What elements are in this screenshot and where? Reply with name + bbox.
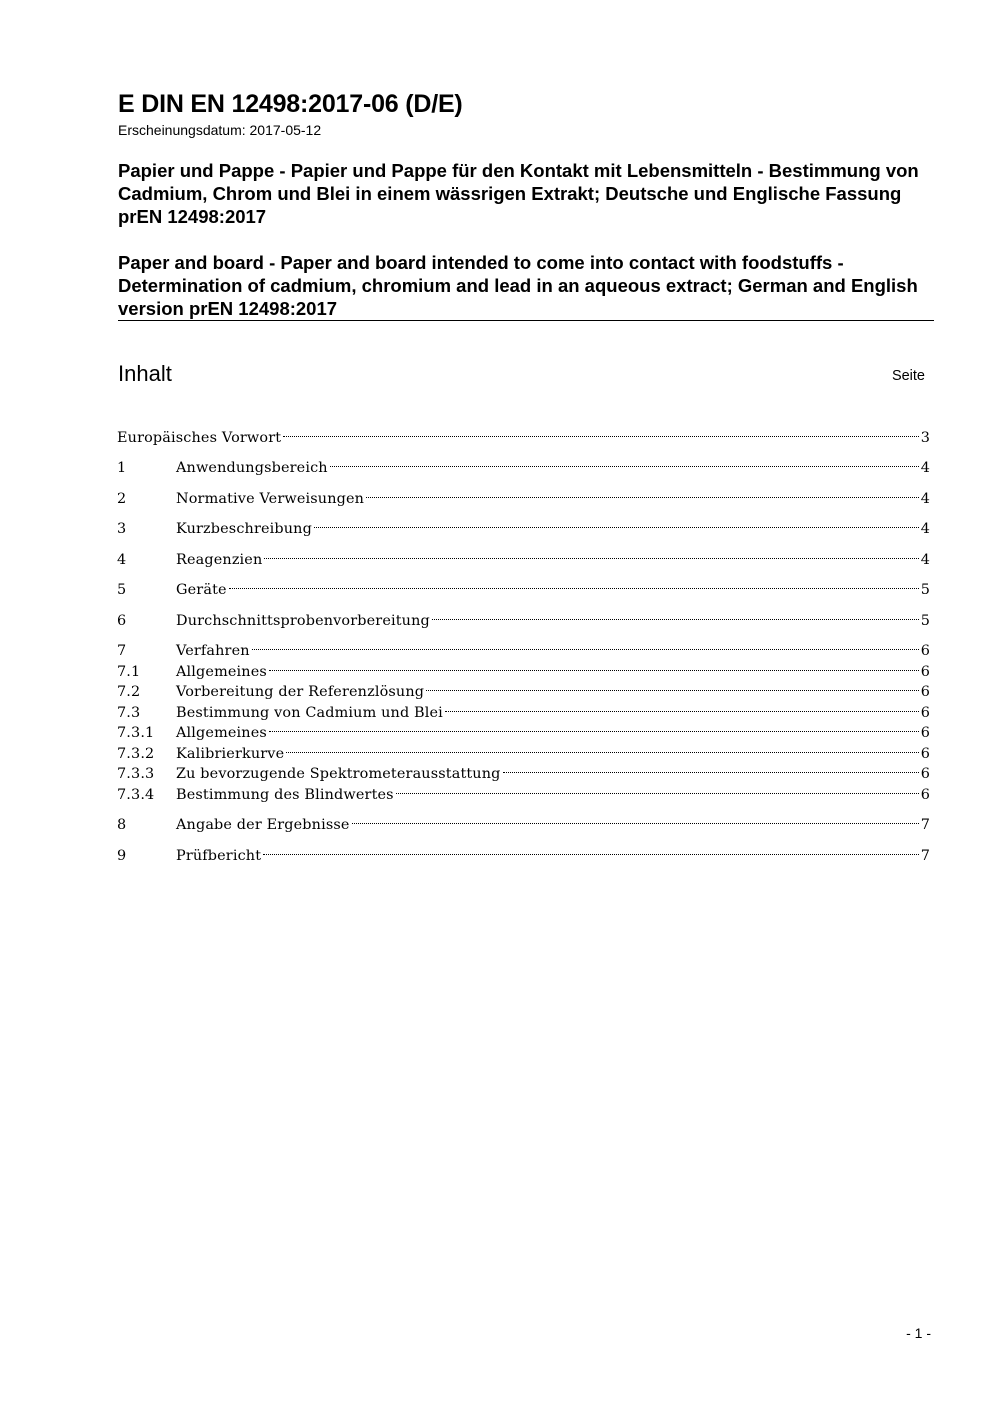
toc-entry-number: 7.3.3 [117, 766, 155, 782]
title-german: Papier und Pappe - Papier und Pappe für den Kontakt mit Lebensmitteln - Bestimmung von Cadmium, Chrom und Blei in einem wässrigen Extrakt; Deutsche und Englische Fassung prEN 12498:2017 [118, 160, 919, 227]
toc-leader-dots [262, 543, 920, 564]
table-of-contents [117, 421, 930, 864]
toc-leader-dots [267, 717, 921, 738]
toc-entry[interactable] [117, 604, 930, 629]
toc-entry-number: 7.1 [117, 663, 141, 680]
toc-leader-dots [424, 676, 921, 697]
toc-entry-page: 6 [920, 663, 930, 680]
toc-entry-page: 6 [920, 745, 930, 762]
page-number: - 1 - [906, 1325, 931, 1341]
toc-entry[interactable] [117, 635, 930, 659]
toc-entry-page: 4 [920, 521, 930, 537]
toc-entry-page: 5 [920, 582, 930, 598]
toc-entry-number: 9 [117, 847, 127, 864]
toc-entry-text: Angabe der Ergebnisse [176, 817, 350, 833]
toc-entry-page: 4 [920, 551, 930, 568]
toc-entry-number: 2 [117, 490, 127, 507]
toc-entry-text: Reagenzien [176, 551, 263, 568]
toc-entry-text: Vorbereitung der Referenzlösung [176, 684, 425, 700]
toc-entry-text: Geräte [176, 582, 227, 598]
publication-date: Erscheinungsdatum: 2017-05-12 [118, 122, 322, 138]
toc-entry-number: 7.3 [117, 704, 141, 721]
toc-entry-page: 6 [920, 786, 930, 803]
toc-entry-text: Allgemeines [176, 663, 267, 680]
toc-leader-dots [364, 482, 921, 503]
title-divider [118, 320, 934, 321]
toc-leader-dots [328, 452, 921, 473]
toc-leader-dots [284, 737, 920, 758]
toc-entry-page: 7 [920, 817, 930, 833]
toc-leader-dots [312, 513, 921, 534]
toc-entry-text: Bestimmung von Cadmium und Blei [176, 704, 443, 721]
document-id: E DIN EN 12498:2017-06 (D/E) [118, 90, 463, 118]
toc-entry-page: 6 [920, 725, 930, 741]
toc-leader-dots [227, 574, 921, 595]
toc-entry-page: 6 [920, 684, 930, 700]
toc-leader-dots [267, 655, 921, 676]
toc-entry-text: Prüfbericht [176, 847, 262, 864]
toc-entry-page: 4 [920, 460, 930, 476]
toc-entry-text: Europäisches Vorwort [117, 429, 282, 446]
toc-entry-text: Durchschnittsprobenvorbereitung [176, 612, 430, 629]
toc-entry-text: Kurzbeschreibung [176, 521, 312, 537]
toc-entry-number: 7.3.1 [117, 725, 155, 741]
toc-entry-text: Zu bevorzugende Spektrometerausstattung [176, 766, 501, 782]
toc-leader-dots [430, 604, 921, 625]
toc-entry-page: 6 [920, 704, 930, 721]
toc-entry[interactable] [117, 574, 930, 598]
title-english: Paper and board - Paper and board intended to come into contact with foodstuffs - Determination of cadmium, chromium and lead in an aqueous extract; German and English version prEN 12498:2017 [118, 252, 918, 319]
toc-entry-number: 7.3.2 [117, 745, 155, 762]
toc-heading: Inhalt [118, 361, 172, 386]
toc-entry-number: 8 [117, 817, 127, 833]
toc-leader-dots [281, 421, 921, 442]
toc-entry-number: 7 [117, 643, 127, 659]
toc-leader-dots [443, 696, 921, 717]
toc-entry[interactable] [117, 809, 930, 833]
toc-entry[interactable] [117, 482, 930, 507]
toc-entry-text: Allgemeines [176, 725, 267, 741]
toc-leader-dots [350, 809, 921, 830]
toc-entry[interactable] [117, 839, 930, 864]
toc-entry-text: Verfahren [176, 643, 250, 659]
toc-entry-number: 7.2 [117, 684, 141, 700]
toc-leader-dots [394, 778, 921, 799]
toc-entry-text: Anwendungsbereich [176, 460, 328, 476]
toc-entry-page: 4 [920, 490, 930, 507]
toc-entry[interactable] [117, 452, 930, 476]
toc-entry-number: 4 [117, 551, 127, 568]
toc-entry-page: 3 [920, 429, 930, 446]
toc-entry-text: Normative Verweisungen [176, 490, 365, 507]
toc-page-column-label: Seite [891, 368, 925, 384]
toc-entry[interactable] [117, 513, 930, 537]
toc-leader-dots [261, 839, 921, 860]
toc-entry-number: 6 [117, 612, 127, 629]
toc-entry-page: 6 [920, 643, 930, 659]
toc-entry-page: 5 [920, 612, 930, 629]
toc-entry[interactable] [117, 543, 930, 568]
toc-entry-number: 1 [117, 460, 127, 476]
toc-leader-dots [250, 635, 921, 656]
toc-entry-number: 7.3.4 [117, 786, 155, 803]
toc-entry-number: 5 [117, 582, 127, 598]
toc-entry[interactable] [117, 421, 930, 446]
toc-entry-page: 7 [920, 847, 930, 864]
toc-entry-page: 6 [920, 766, 930, 782]
toc-entry-text: Kalibrierkurve [176, 745, 285, 762]
toc-entry-number: 3 [117, 521, 127, 537]
toc-entry-text: Bestimmung des Blindwertes [176, 786, 394, 803]
toc-leader-dots [501, 758, 921, 779]
